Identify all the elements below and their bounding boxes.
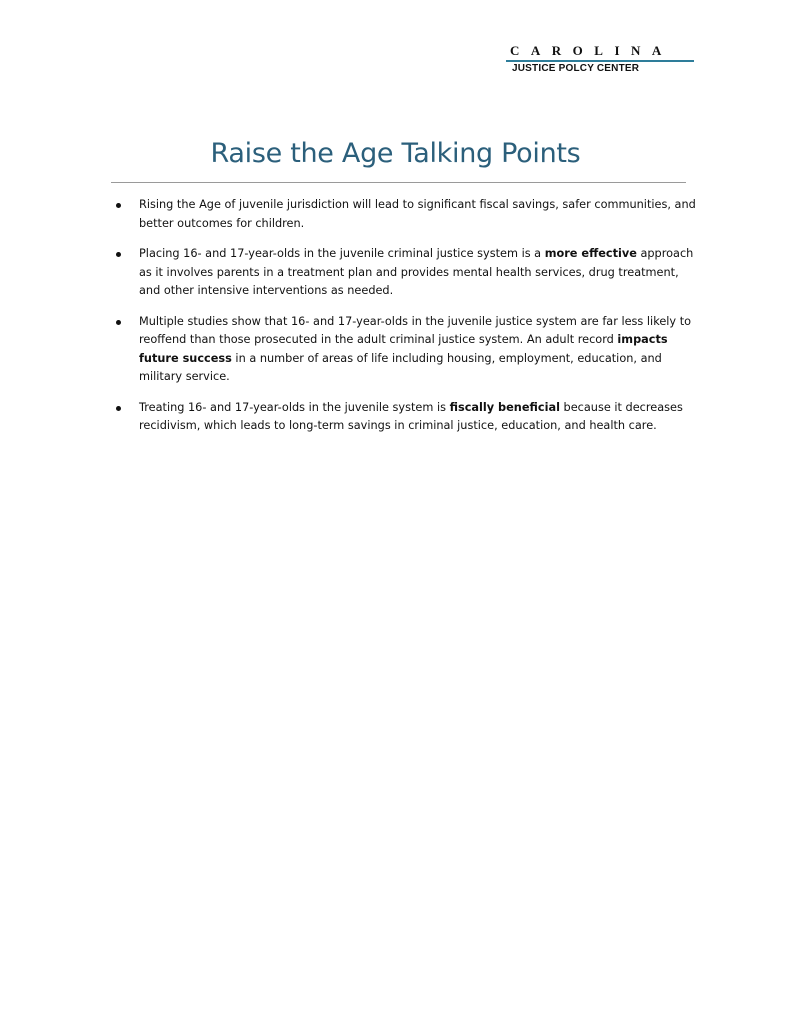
text-segment: Multiple studies show that 16- and 17-year-olds in the juvenile justice system are far less likely to reoffend than those prosecuted in the adult criminal justice system. An adult record — [139, 314, 692, 346]
bullet-text — [139, 401, 683, 433]
bullet-text — [139, 247, 693, 297]
logo-org-name: CAROLINA — [510, 43, 673, 58]
text-segment: approach as it involves parents in a treatment plan and provides mental health services, drug treatment, and other intensive interventions as needed. — [139, 247, 694, 297]
list-item — [112, 399, 697, 436]
logo-divider — [506, 60, 694, 62]
bullet-icon — [116, 320, 121, 325]
emphasis-text: fiscally beneficial — [449, 400, 560, 414]
list-item — [112, 196, 697, 233]
bullet-icon — [116, 203, 121, 208]
text-segment: Rising the Age of juvenile jurisdiction will lead to significant fiscal savings, safer communities, and better outcomes for children. — [139, 198, 696, 230]
text-segment: Treating 16- and 17-year-olds in the juvenile system is — [139, 400, 450, 414]
emphasis-text: more effective — [544, 247, 637, 260]
text-segment: Placing 16- and 17-year-olds in the juvenile criminal justice system is a — [139, 247, 545, 260]
list-item — [112, 245, 697, 301]
bullet-text — [139, 315, 691, 384]
title-divider — [111, 182, 686, 183]
text-segment: in a number of areas of life including housing, employment, education, and military service. — [139, 351, 662, 383]
text-segment: because it decreases recidivism, which leads to long-term savings in criminal justice, education, and health care. — [139, 400, 683, 432]
bullet-icon — [116, 252, 121, 257]
bullet-icon — [116, 406, 121, 411]
org-logo — [506, 44, 696, 75]
bullet-text — [139, 198, 696, 230]
page-title: Raise the Age Talking Points — [210, 138, 581, 169]
emphasis-text: impacts future success — [139, 333, 668, 365]
talking-points-list — [112, 196, 697, 448]
list-item — [112, 313, 697, 387]
logo-org-subtitle: JUSTICE POLCY CENTER — [512, 63, 640, 74]
